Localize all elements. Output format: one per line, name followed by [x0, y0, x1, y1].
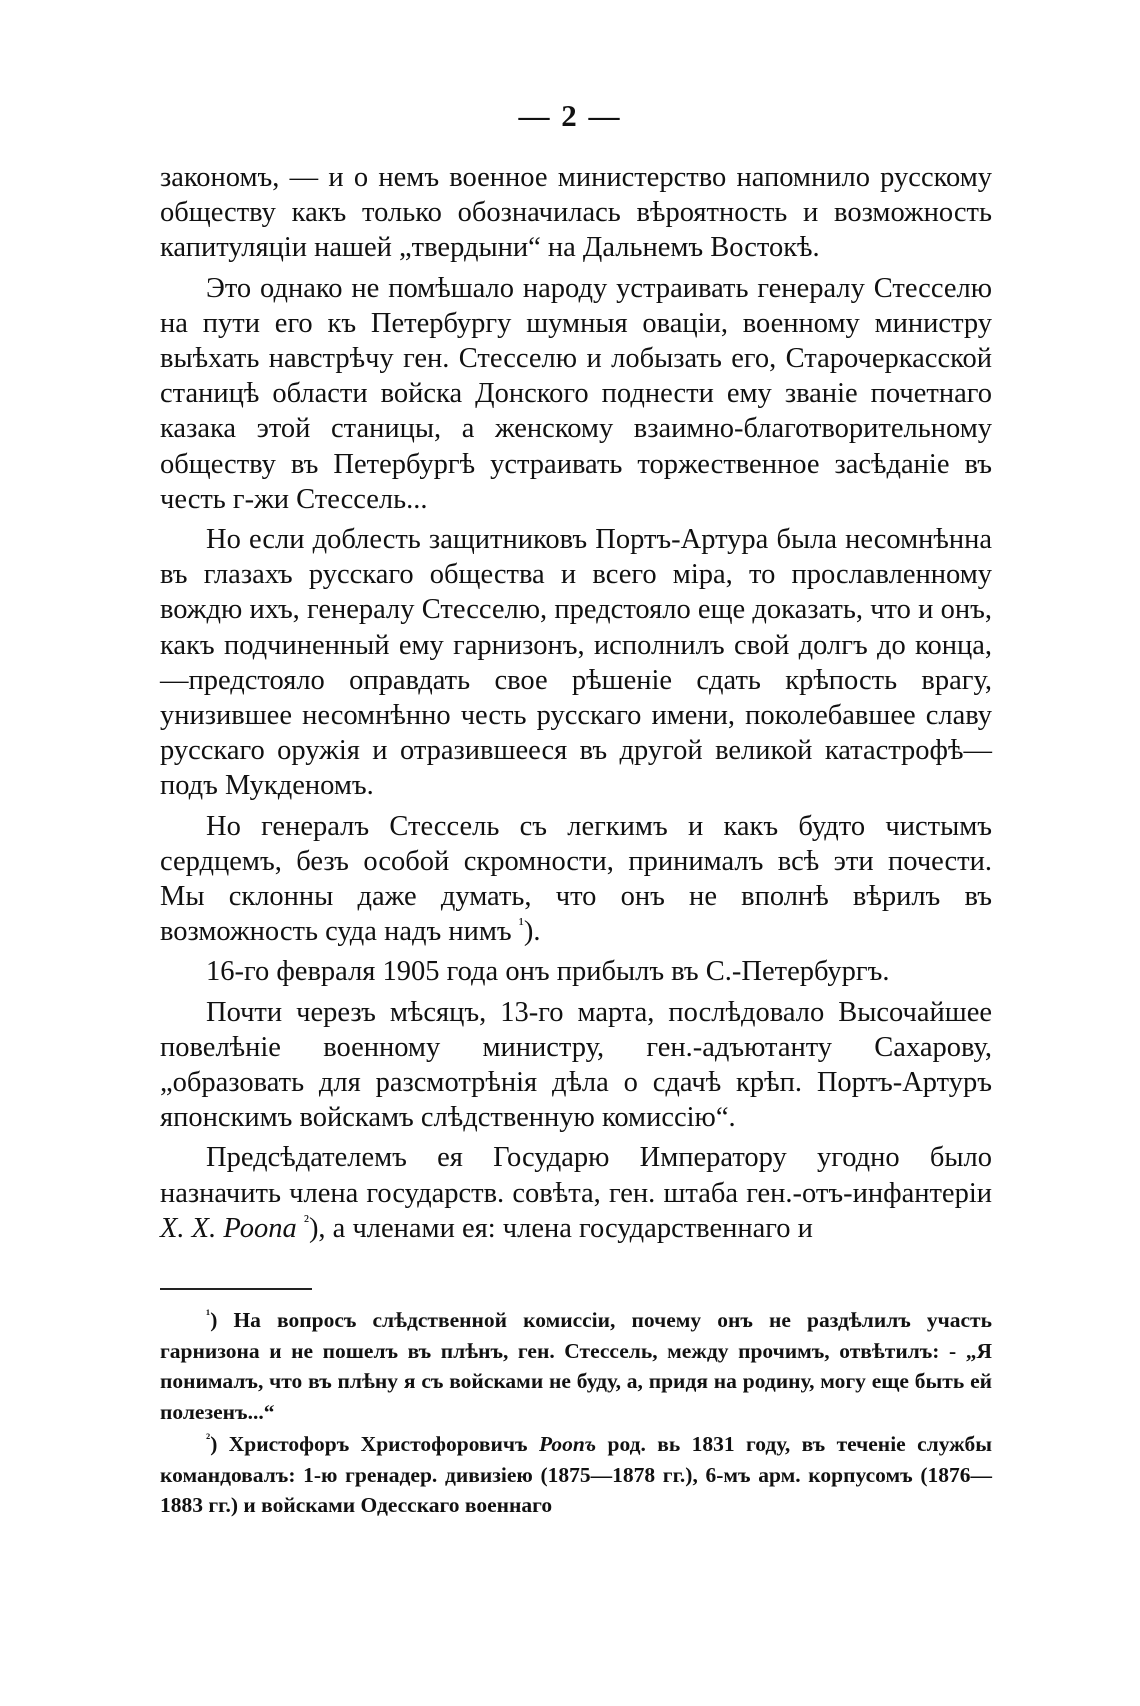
person-name-roop: Х. Х. Роопа	[160, 1212, 297, 1244]
paragraph-1: закономъ, — и о немъ военное министерство напомнило русскому обществу какъ только обозначилась вѣроятность и возможность капитуляціи нашей „твердыни“ на Дальнемъ Востокѣ.	[160, 162, 992, 264]
paragraph-7-start: Предсѣдателемъ ея Государю Императору угодно было назначить члена государств. совѣта, ген. штаба ген.-отъ-инфантеріи	[160, 1142, 992, 1209]
footnote-2-end: род. вь 1831 году, въ теченіе службы командовалъ: 1-ю гренадер. дивизіею (1875—1878 гг.), 6-мъ арм. корпусомъ (1876—1883 гг.) и войсками Одесскаго военнаго	[160, 1432, 993, 1517]
footnote-2-name: Роопъ	[538, 1432, 597, 1456]
paragraph-2: Это однако не помѣшало народу устраивать генералу Стесселю на пути его къ Петербургу шумныя оваціи, военному министру выѣхать навстрѣчу ген. Стесселю и лобызать его, Старочеркасской станицѣ области войска Донского поднести ему званіе почетнаго казака этой станицы, а женскому взаимно-благотворительному обществу въ Петербургѣ устраивать торжественное засѣданіе въ честь г-жи Стессель...	[160, 272, 992, 515]
main-text	[160, 160, 992, 1251]
footnote-1-mark: ¹	[206, 1307, 211, 1323]
footnotes	[160, 1305, 992, 1523]
footnote-divider	[160, 1288, 312, 1290]
footnote-2-mark: ²	[206, 1431, 211, 1447]
page-number: — 2 —	[518, 98, 622, 133]
paragraph-7	[160, 1140, 992, 1246]
paragraph-6: Почти черезъ мѣсяцъ, 13-го марта, послѣдовало Высочайшее повелѣніе военному министру, ген.-адъютанту Сахарову, „образовать для разсмотрѣнія дѣла о сдачѣ крѣп. Портъ-Артуръ японскимъ войскамъ слѣдственную комиссію“.	[160, 996, 992, 1134]
paragraph-5: 16-го февраля 1905 года онъ прибылъ въ С.-Петербургъ.	[206, 956, 890, 988]
footnote-1-text: ) На вопросъ слѣдственной комиссіи, почему онъ не раздѣлилъ участь гарнизона и не пошелъ въ плѣнъ, ген. Стессель, между прочимъ, отвѣтилъ: - „Я понималъ, что въ плѣну я съ войсками не буду, а, придя на родину, могу еще быть ей полезенъ...“	[160, 1308, 992, 1424]
paragraph-7-end: ), а членами ея: члена государственнаго и	[308, 1212, 813, 1244]
paragraph-4	[160, 809, 992, 950]
paragraph-4-text: Но генералъ Стессель съ легкимъ и какъ будто чистымъ сердцемъ, безъ особой скромности, принималъ всѣ эти почести. Мы склонны даже думать, что онъ не вполнѣ вѣрилъ въ возможность суда надъ нимъ	[160, 810, 992, 948]
footnote-2	[160, 1429, 992, 1521]
paragraph-4-end: ).	[523, 916, 541, 948]
footnote-1	[160, 1305, 992, 1427]
footnote-ref-2: ²	[303, 1211, 309, 1231]
footnote-2-start: ) Христофоръ Христофоровичъ	[210, 1432, 528, 1456]
footnote-ref-1: ¹	[518, 914, 524, 934]
paragraph-3: Но если доблесть защитниковъ Портъ-Артура была несомнѣнна въ глазахъ русскаго общества и всего міра, то прославленному вождю ихъ, генералу Стесселю, предстояло еще доказать, что и онъ, какъ подчиненный ему гарнизонъ, исполнилъ свой долгъ до конца,—предстояло оправдать свое рѣшеніе сдать крѣпость врагу, унизившее несомнѣнно честь русскаго имени, поколебавшее славу русскаго оружія и отразившееся въ другой великой катастрофѣ—подъ Мукденомъ.	[160, 524, 992, 802]
